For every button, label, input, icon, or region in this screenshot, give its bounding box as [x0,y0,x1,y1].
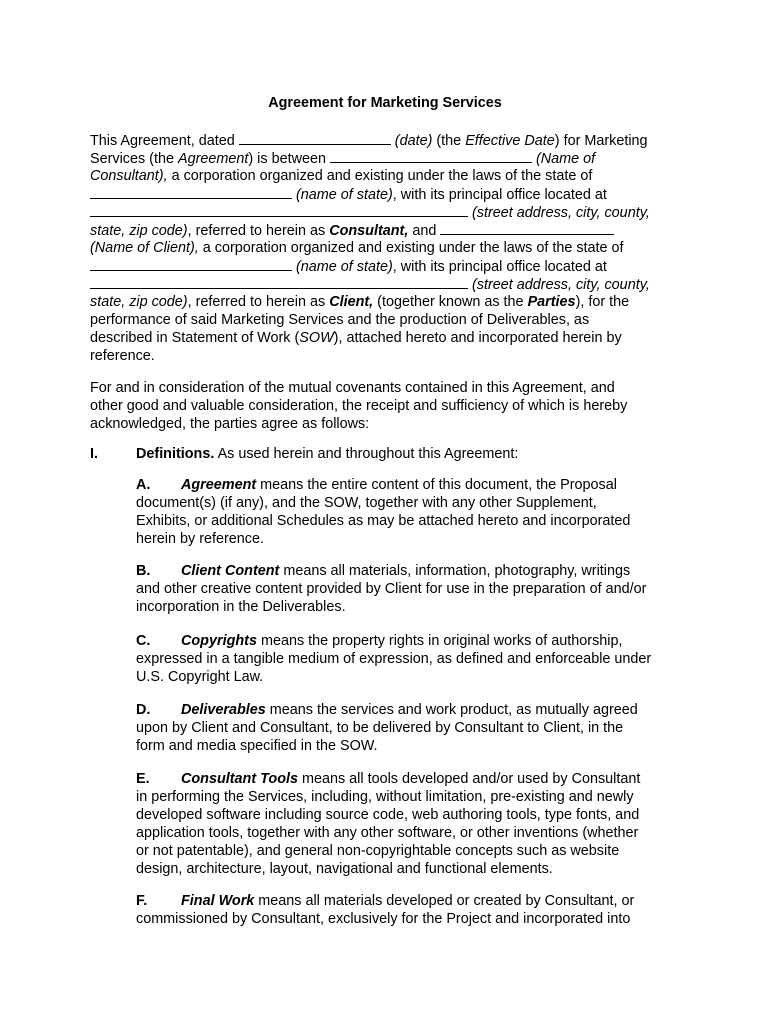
intro-line-1: This Agreement, dated (date) (the Effective Date) for Marketing [90,133,648,149]
definition-term: Copyrights [181,633,257,649]
intro-line-5: (street address, city, county, [90,203,680,221]
client-address-blank[interactable] [90,275,468,289]
definition-term: Consultant Tools [181,771,298,787]
client-name-blank[interactable] [440,221,614,235]
intro-line-6: state, zip code), referred to herein as Consultant, and [90,221,680,239]
intro-paragraph [90,131,680,365]
consideration-line: acknowledged, the parties agree as follows: [90,416,370,432]
definition-term: Agreement [181,477,257,493]
definition-letter: B. [136,563,151,579]
definition-agreement: A. Agreement means the entire content of this document, the Proposal document(s) (if any), and the SOW, together with any other Supplement, Exhibits, or additional Schedules as may be attached hereto and incorporated herein by reference. [136,477,631,547]
definition-deliverables: D. Deliverables means the services and work product, as mutually agreed upon by Client and Consultant, to be delivered by Consultant to Client, in the form and media specified in the SOW. [136,702,638,754]
document-title: Agreement for Marketing Services [268,95,502,111]
intro-line-3: Consultant), a corporation organized and existing under the laws of the state of [90,168,593,184]
date-blank[interactable] [239,131,391,145]
consideration-line: For and in consideration of the mutual covenants contained in this Agreement, and [90,380,615,396]
definition-client-content: B. Client Content means all materials, information, photography, writings and other creative content provided by Client for use in the preparation of and/or incorporation in the Deliverables. [136,563,647,615]
consideration-paragraph [90,379,680,433]
definition-term: Client Content [181,563,280,579]
intro-line-4: (name of state), with its principal office located at [90,185,680,203]
intro-line-13: reference. [90,348,155,364]
client-state-blank[interactable] [90,257,292,271]
intro-line-8: (name of state), with its principal office located at [90,257,680,275]
definition-letter: C. [136,633,151,649]
consultant-address-blank[interactable] [90,203,468,217]
intro-line-2: Services (the Agreement) is between (Name of [90,151,596,167]
intro-line-12: described in Statement of Work (SOW), attached hereto and incorporated herein by [90,330,622,346]
definition-letter: D. [136,702,151,718]
intro-line-7: (Name of Client), a corporation organized and existing under the laws of the state of [90,240,624,256]
definition-letter: E. [136,771,150,787]
intro-line-10: state, zip code), referred to herein as Client, (together known as the Parties), for the [90,294,630,310]
definition-consultant-tools: E. Consultant Tools means all tools developed and/or used by Consultant in performing the Services, including, without limitation, pre-existing and newly developed software including source code, web authoring tools, type fonts, and application tools, together with any other software, or other inventions (whether or not patentable), and general non-copyrightable concepts such as website design, architecture, layout, navigational and functional elements. [136,771,641,877]
definition-letter: A. [136,477,151,493]
consultant-name-blank[interactable] [330,149,532,163]
definition-term: Deliverables [181,702,266,718]
definition-final-work: F. Final Work means all materials developed or created by Consultant, or commissioned by Consultant, exclusively for the Project and incorporated into [136,893,635,927]
consideration-line: other good and valuable consideration, the receipt and sufficiency of which is hereby [90,398,628,414]
intro-line-9: (street address, city, county, [90,275,680,293]
definition-term: Final Work [181,893,255,909]
section-intro-text: As used herein and throughout this Agreement: [214,446,519,462]
section-definitions-heading [90,445,690,463]
definition-letter: F. [136,893,148,909]
definition-copyrights: C. Copyrights means the property rights in original works of authorship, expressed in a tangible medium of expression, as defined and enforceable under U.S. Copyright Law. [136,633,652,685]
section-number: I. [90,446,98,462]
consultant-state-blank[interactable] [90,185,292,199]
intro-line-11: performance of said Marketing Services and the production of Deliverables, as [90,312,590,328]
section-heading: Definitions. [136,446,215,462]
